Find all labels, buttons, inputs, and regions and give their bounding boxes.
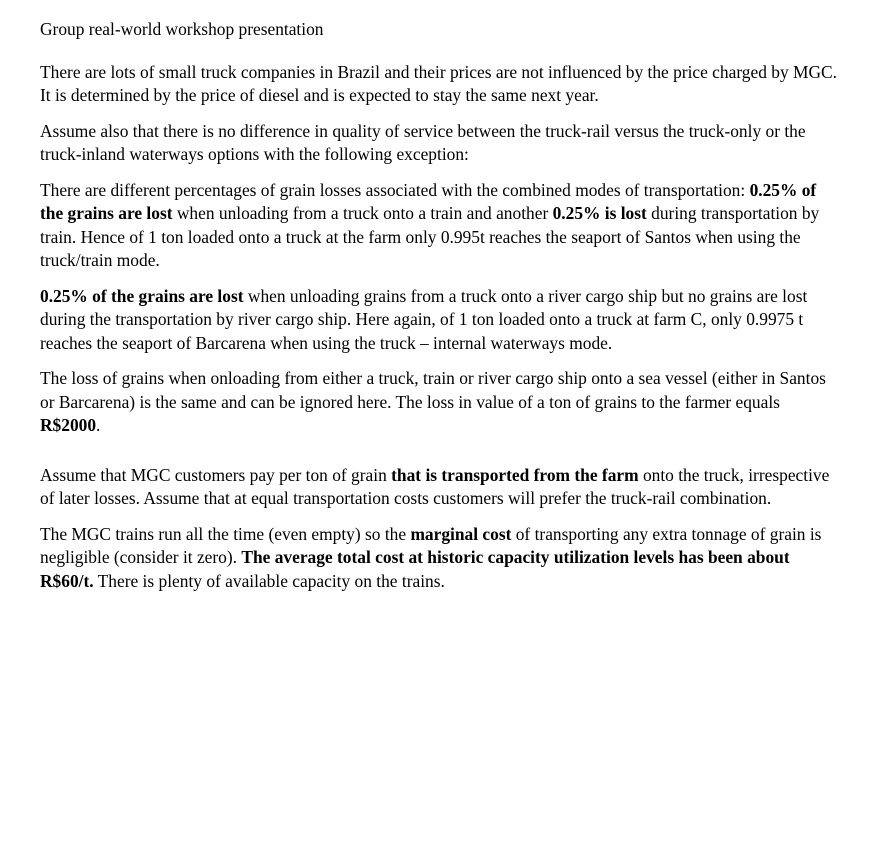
- text-segment: There are lots of small truck companies in Brazil and their prices are not influenced by the price charged by MGC. It is determined by the price of diesel and is expected to stay the same next year.: [40, 61, 837, 105]
- document-page: [40, 18, 840, 605]
- bold-segment: 0.25% of the grains are lost: [40, 179, 817, 223]
- bold-segment: 0.25% of the grains are lost: [40, 285, 244, 306]
- text-segment: The MGC trains run all the time (even empty) so the: [40, 523, 411, 544]
- bold-segment: marginal cost: [410, 523, 512, 544]
- text-segment: There is plenty of available capacity on the trains.: [93, 570, 445, 591]
- text-segment: during transportation by train. Hence of 1 ton loaded onto a truck at the farm only 0.995t reaches the seaport of Santos when using the truck/train mode.: [40, 203, 820, 270]
- paragraph-sea-vessel-loss: [40, 367, 840, 438]
- bold-segment: The average total cost at historic capacity utilization levels has been about R$60/t.: [40, 547, 790, 591]
- paragraph-quality-assumption: [40, 120, 840, 167]
- text-segment: Assume also that there is no difference in quality of service between the truck-rail versus the truck-only or the truck-inland waterways options with the following exception:: [40, 120, 806, 164]
- text-segment: onto the truck, irrespective of later losses. Assume that at equal transportation costs customers will prefer the truck-rail combination.: [40, 464, 830, 508]
- paragraph-marginal-cost: [40, 523, 840, 594]
- text-segment: The loss of grains when onloading from either a truck, train or river cargo ship onto a sea vessel (either in Santos or Barcarena) is the same and can be ignored here. The loss in value of a ton of grains to the farmer equals: [40, 368, 826, 412]
- bold-segment: R$2000: [40, 415, 97, 435]
- text-segment: of transporting any extra tonnage of grain is negligible (consider it zero).: [40, 523, 822, 567]
- text-segment: when unloading from a truck onto a train and another: [172, 203, 553, 223]
- document-title: Group real-world workshop presentation: [40, 19, 324, 39]
- text-segment: when unloading grains from a truck onto a river cargo ship but no grains are lost during the transportation by river cargo ship. Here again, of 1 ton loaded onto a truck at farm C, only 0.9975 t reaches the seaport of Barcarena when using the truck – internal waterways mode.: [40, 285, 808, 353]
- paragraph-customer-payment: [40, 464, 840, 511]
- text-segment: .: [96, 415, 101, 435]
- bold-segment: that is transported from the farm: [391, 464, 639, 485]
- paragraph-river-losses: [40, 285, 840, 356]
- paragraph-train-losses: [40, 179, 840, 273]
- paragraph-truck-companies: [40, 61, 840, 108]
- text-segment: There are different percentages of grain losses associated with the combined modes of transportation:: [40, 179, 750, 200]
- bold-segment: 0.25% is lost: [552, 203, 647, 223]
- text-segment: Assume that MGC customers pay per ton of grain: [40, 464, 392, 485]
